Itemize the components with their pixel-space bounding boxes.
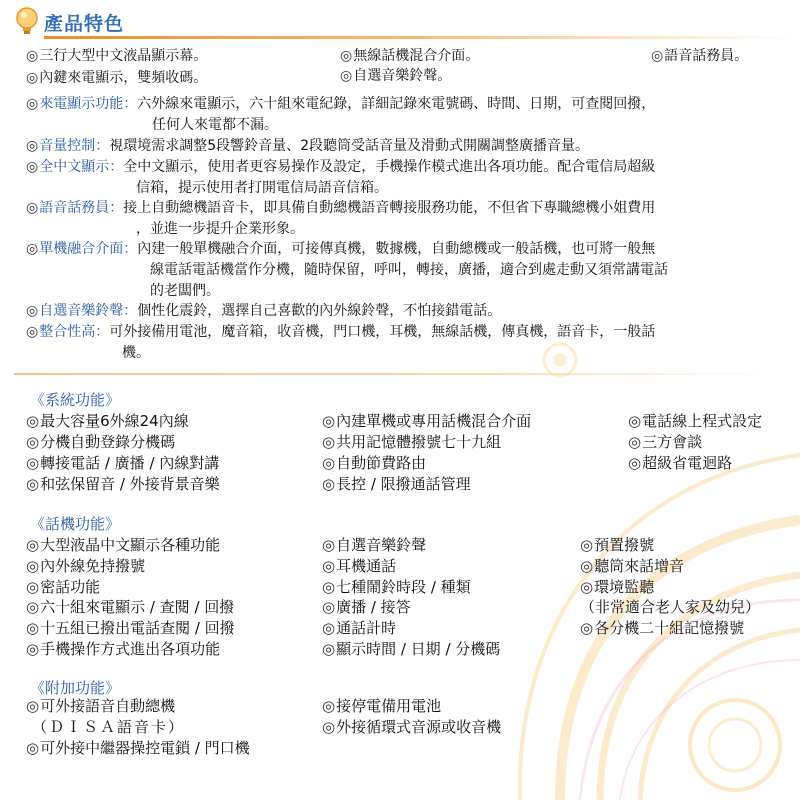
- list-item: ◎超級省電迴路: [628, 454, 733, 472]
- bullet-icon: ◎: [628, 433, 642, 451]
- bullet-icon: ◎: [26, 48, 39, 64]
- feature-item: ◎自選音樂鈴聲。: [340, 68, 452, 84]
- bullet-icon: ◎: [340, 68, 353, 84]
- list-item: ◎可外接語音自動總機: [26, 697, 176, 715]
- list-item: ◎密話功能: [26, 578, 101, 596]
- detail-paragraph: ◎自選音樂鈴聲：個性化震鈴，選擇自己喜歡的內外線鈴聲，不怕接錯電話。: [26, 303, 502, 319]
- detail-label: 音量控制：: [39, 138, 110, 154]
- list-item: ◎聽筒來話增音: [580, 557, 685, 575]
- detail-label: 自選音樂鈴聲：: [39, 303, 138, 319]
- bullet-icon: ◎: [322, 598, 336, 616]
- section-title-extra: 《附加功能》: [30, 679, 121, 697]
- feature-item: ◎語音話務員。: [651, 48, 749, 64]
- list-item: ◎自動節費路由: [322, 454, 427, 472]
- bullet-icon: ◎: [340, 48, 353, 64]
- bullet-icon: ◎: [26, 454, 40, 472]
- list-item: ◎分機自動登錄分機碼: [26, 433, 176, 451]
- list-item: ◎轉接電話 / 廣播 / 內線對講: [26, 454, 220, 472]
- list-item: ◎長控 / 限撥通話管理: [322, 475, 471, 493]
- bullet-icon: ◎: [651, 48, 664, 64]
- bullet-icon: ◎: [580, 557, 594, 575]
- list-item: ◎可外接中繼器操控電鎖 / 門口機: [26, 739, 250, 757]
- section-divider: [14, 373, 774, 375]
- feature-item: ◎內鍵來電顯示，雙頻收碼。: [26, 70, 208, 86]
- list-item: ◎各分機二十組記憶撥號: [580, 619, 745, 637]
- list-item: ◎和弦保留音 / 外接背景音樂: [26, 475, 220, 493]
- bullet-icon: ◎: [26, 739, 40, 757]
- bullet-icon: ◎: [322, 718, 336, 736]
- bullet-icon: ◎: [322, 619, 336, 637]
- feature-item: ◎三行大型中文液晶顯示幕。: [26, 48, 208, 64]
- list-item: ◎內外線免持撥號: [26, 557, 146, 575]
- bullet-icon: ◎: [322, 640, 336, 658]
- bullet-icon: ◎: [26, 159, 39, 175]
- bullet-icon: ◎: [26, 324, 39, 340]
- list-item: ◎十五組已撥出電話查閱 / 回撥: [26, 619, 235, 637]
- bullet-icon: ◎: [322, 557, 336, 575]
- page-title: 產品特色: [44, 13, 125, 35]
- detail-paragraph: ◎來電顯示功能：六外線來電顯示，六十組來電紀錄，詳細記錄來電號碼、時間、日期，可查閱回撥， 任何人來電都不漏。: [26, 96, 656, 133]
- list-item: ◎通話計時: [322, 619, 397, 637]
- list-item: ◎大型液晶中文顯示各種功能: [26, 536, 221, 554]
- list-item: ◎外接循環式音源或收音機: [322, 718, 502, 736]
- list-item: ◎耳機通話: [322, 557, 397, 575]
- bullet-icon: ◎: [322, 454, 336, 472]
- detail-paragraph: ◎整合性高：可外接備用電池，魔音箱，收音機，門口機，耳機，無線話機，傳真機，語音卡，一般話 機。: [26, 324, 656, 361]
- list-item: ◎七種鬧鈴時段 / 種類: [322, 578, 471, 596]
- bullet-icon: ◎: [26, 138, 39, 154]
- bullet-icon: ◎: [322, 475, 336, 493]
- list-item: ◎內建單機或專用話機混合介面: [322, 412, 532, 430]
- lightbulb-icon: [14, 6, 40, 36]
- list-item: ◎自選音樂鈴聲: [322, 536, 427, 554]
- bullet-icon: ◎: [628, 412, 642, 430]
- list-item: ◎手機操作方式進出各項功能: [26, 640, 221, 658]
- bullet-icon: ◎: [26, 303, 39, 319]
- bullet-icon: ◎: [26, 96, 39, 112]
- bullet-icon: ◎: [322, 536, 336, 554]
- bullet-icon: ◎: [26, 598, 40, 616]
- detail-paragraph: ◎單機融合介面：內建一般單機融合介面，可接傳真機，數據機，自動總機或一般話機，也可將一般無 線電話電話機當作分機，隨時保留，呼叫，轉接，廣播，適合到處走動又須常講電話 的老闆們。: [26, 241, 668, 299]
- detail-paragraph: ◎音量控制：視環境需求調整5段響鈴音量、2段聽筒受話音量及滑動式開關調整廣播音量。: [26, 138, 590, 154]
- detail-label: 語音話務員：: [39, 200, 124, 216]
- bullet-icon: ◎: [26, 578, 40, 596]
- bullet-icon: ◎: [628, 454, 642, 472]
- list-item: ◎三方會談: [628, 433, 703, 451]
- section-header: [14, 6, 794, 36]
- list-item: ◎最大容量6外線24內線: [26, 412, 189, 430]
- bullet-icon: ◎: [580, 578, 594, 596]
- list-item: ◎接停電備用電池: [322, 697, 442, 715]
- bullet-icon: ◎: [322, 578, 336, 596]
- section-title-phone: 《話機功能》: [30, 515, 121, 533]
- bullet-icon: ◎: [26, 433, 40, 451]
- bullet-icon: ◎: [26, 241, 39, 257]
- bullet-icon: ◎: [26, 200, 39, 216]
- bullet-icon: ◎: [26, 70, 39, 86]
- bullet-icon: ◎: [26, 412, 40, 430]
- list-item: ◎環境監聽: [580, 578, 655, 596]
- detail-paragraph: ◎全中文顯示：全中文顯示，使用者更容易操作及設定，手機操作模式進出各項功能。配合電信局超級 信箱，提示使用者打開電信局語音信箱。: [26, 159, 656, 196]
- bullet-icon: ◎: [26, 536, 40, 554]
- title-underline: [44, 36, 796, 39]
- bullet-icon: ◎: [322, 433, 336, 451]
- bullet-icon: ◎: [26, 475, 40, 493]
- bullet-icon: ◎: [26, 640, 40, 658]
- list-item: ◎共用記憶體撥號七十九組: [322, 433, 502, 451]
- bullet-icon: ◎: [322, 697, 336, 715]
- list-item: ◎電話線上程式設定: [628, 412, 763, 430]
- bullet-icon: ◎: [580, 619, 594, 637]
- detail-label: 全中文顯示：: [39, 159, 124, 175]
- list-item: ◎廣播 / 接答: [322, 598, 411, 616]
- detail-label: 來電顯示功能：: [39, 96, 138, 112]
- detail-label: 單機融合介面：: [39, 241, 138, 257]
- feature-item: ◎無線話機混合介面。: [340, 48, 480, 64]
- detail-paragraph: ◎語音話務員：接上自動總機語音卡，即具備自動總機語音轉接服務功能，不但省下專職總機小姐費用 ，並進一步提升企業形象。: [26, 200, 656, 237]
- list-item: ◎顯示時間 / 日期 / 分機碼: [322, 640, 501, 658]
- bullet-icon: ◎: [26, 697, 40, 715]
- list-item: ◎六十組來電顯示 / 查閱 / 回撥: [26, 598, 235, 616]
- list-item-note: （ＤＩＳＡ語音卡）: [32, 718, 186, 736]
- list-item-note: （非常適合老人家及幼兒）: [580, 598, 761, 616]
- section-title-system: 《系統功能》: [30, 391, 121, 409]
- bullet-icon: ◎: [580, 536, 594, 554]
- bullet-icon: ◎: [26, 619, 40, 637]
- detail-label: 整合性高：: [39, 324, 110, 340]
- bullet-icon: ◎: [322, 412, 336, 430]
- bullet-icon: ◎: [26, 557, 40, 575]
- list-item: ◎預置撥號: [580, 536, 655, 554]
